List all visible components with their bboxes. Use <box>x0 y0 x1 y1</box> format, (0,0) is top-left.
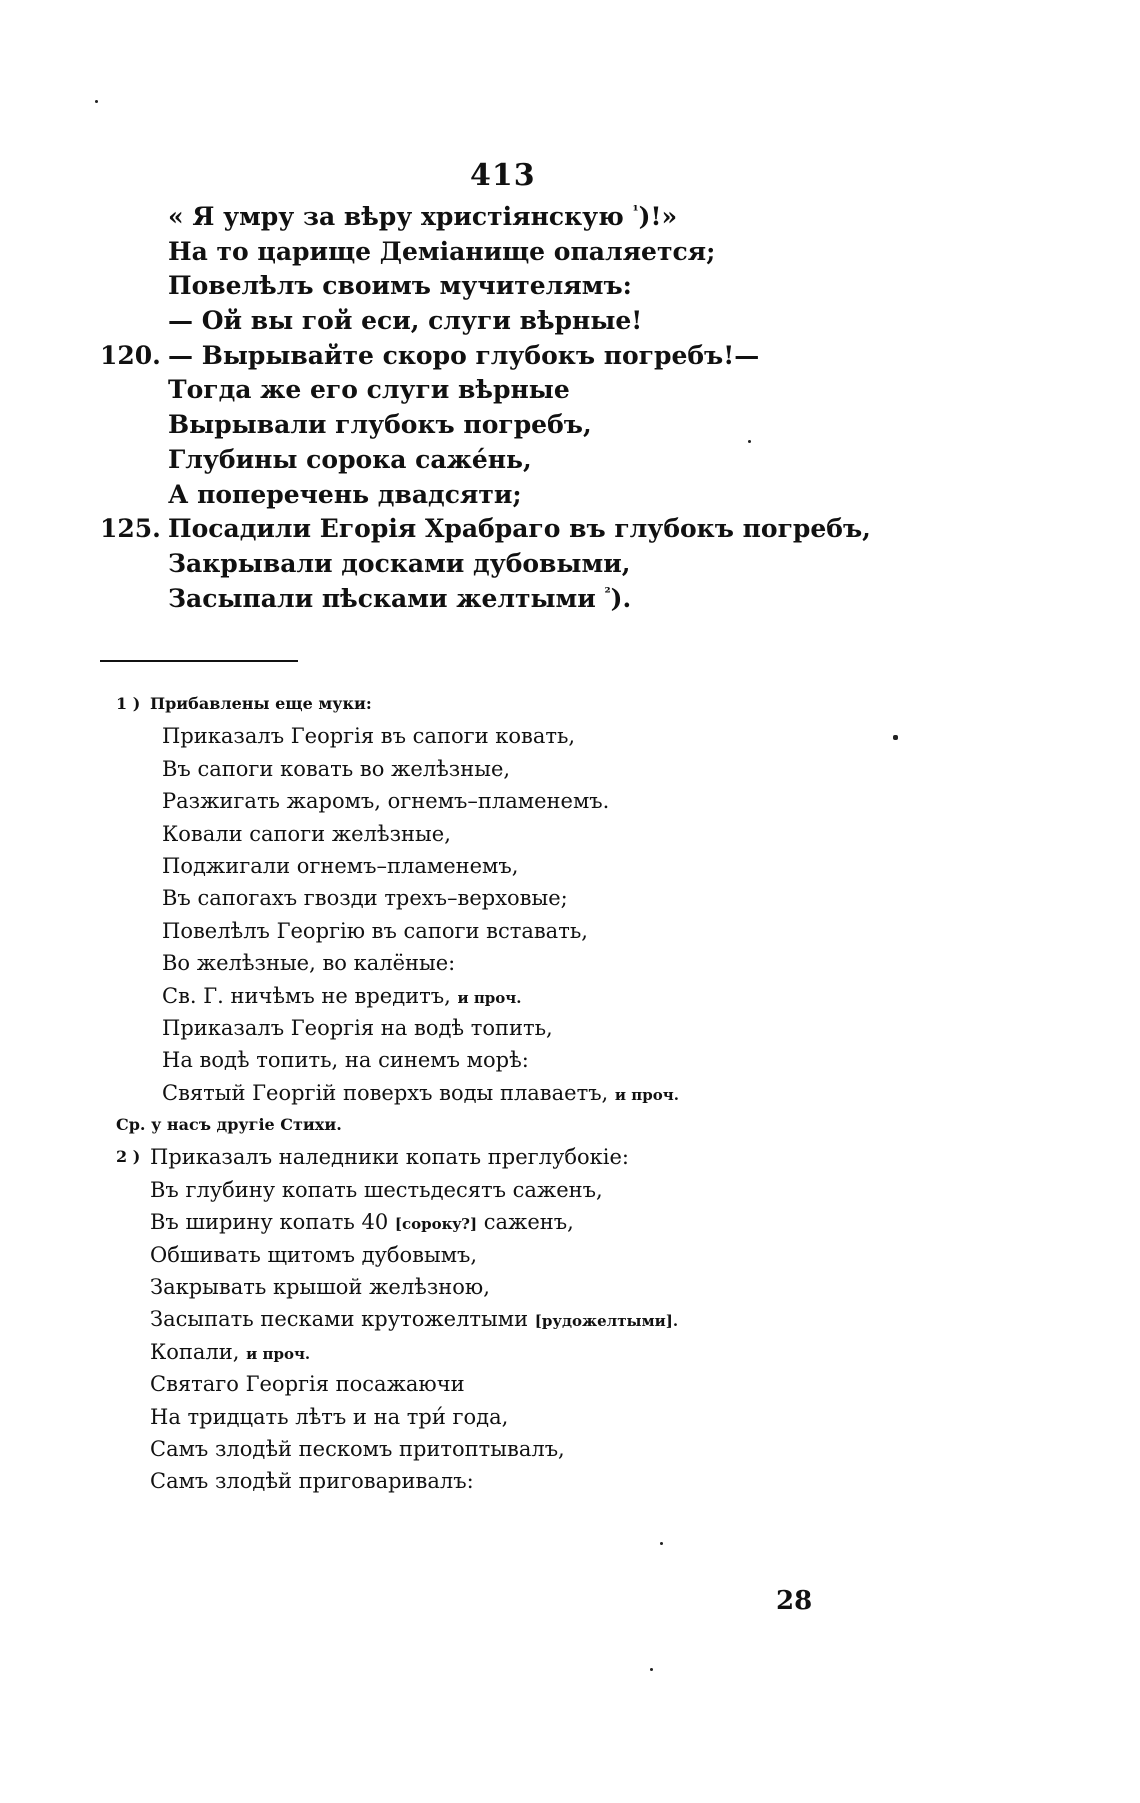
footnote-text: На водѣ топить, на синемъ морѣ: <box>162 1048 529 1073</box>
footnote-text: Святый Георгій поверхъ воды плаваетъ, <box>162 1080 609 1105</box>
verse-text-wrap <box>168 200 677 235</box>
footnote-aside: и проч. <box>457 988 522 1007</box>
footnote-text: Самъ злодѣй пескомъ притоптывалъ, <box>150 1436 565 1461</box>
verse-line <box>100 339 860 374</box>
verse-text-wrap <box>168 235 715 270</box>
footnote-marker: 2 ) <box>116 1147 141 1167</box>
print-speck <box>650 1668 653 1671</box>
verse-text-wrap <box>168 443 532 478</box>
footnote-bracket: [сорокy?] <box>394 1215 478 1234</box>
footnote-text: Во желѣзные, во калёные: <box>162 951 456 976</box>
footnote-text: Святаго Георгія посажаючи <box>150 1372 465 1397</box>
footnote-text: Разжигать жаромъ, огнемъ–пламенемъ. <box>162 789 610 814</box>
footnote-line <box>110 1303 810 1335</box>
footnote-line <box>110 1077 810 1109</box>
verse-text-wrap <box>168 408 592 443</box>
footnote-line <box>110 1368 810 1400</box>
footnote-1-intro <box>110 688 810 720</box>
footnote-2-first <box>110 1141 810 1173</box>
footnote-text: Самъ злодѣй приговаривалъ: <box>150 1469 474 1494</box>
verse-block <box>100 200 871 616</box>
verse-text-wrap <box>168 547 630 582</box>
verse-text-wrap <box>168 269 632 304</box>
line-number: 120. <box>100 340 161 370</box>
footnote-text: Поджигали огнемъ–пламенемъ, <box>162 853 519 878</box>
footnote-line <box>110 915 810 947</box>
footnote-text: Обшивать щитомъ дубовымъ, <box>150 1242 478 1267</box>
footnote-aside: и проч. <box>614 1085 679 1104</box>
footnote-line <box>110 1401 810 1433</box>
verse-text: Тогда же его слуги вѣрные <box>168 375 570 405</box>
page-number: 413 <box>470 158 536 193</box>
footnote-text: Въ глубину копать шестьдесятъ саженъ, <box>150 1177 603 1202</box>
footnote-line <box>110 882 810 914</box>
footnote-rule <box>100 660 298 662</box>
footnote-line <box>110 1206 810 1238</box>
footnote-text: Приказалъ Георгія на водѣ топить, <box>162 1015 553 1040</box>
signature-mark: 28 <box>776 1586 813 1616</box>
footnote-text: Закрывать крышой желѣзною, <box>150 1275 490 1300</box>
footnote-line <box>110 1433 810 1465</box>
verse-line <box>100 200 860 235</box>
footnote-text: Засыпать песками крутожелтыми <box>150 1307 529 1332</box>
footnote-text: Въ сапоги ковать во желѣзные, <box>162 756 511 781</box>
print-speck <box>748 440 751 443</box>
verse-line <box>100 582 860 617</box>
footnote-text: Копали, <box>150 1339 240 1364</box>
footnote-line <box>110 1044 810 1076</box>
verse-line <box>100 269 860 304</box>
footnote-text: На тридцать лѣтъ и на три́ года, <box>150 1404 509 1429</box>
footnote-text: Прибавлены еще муки: <box>150 694 372 713</box>
footnote-reference-mark: ¹ <box>632 203 639 220</box>
verse-text: — Ой вы гой еси, слуги вѣрные! <box>168 306 643 336</box>
verse-line <box>100 235 860 270</box>
footnote-marker: 1 ) <box>116 694 141 713</box>
footnote-1-lines-b <box>110 1012 810 1077</box>
print-speck <box>893 735 898 740</box>
footnote-line <box>110 980 810 1012</box>
verse-text: « Я умру за вѣру христіянскую <box>168 202 624 231</box>
footnote-line <box>110 1271 810 1303</box>
verse-line <box>100 373 860 408</box>
footnote-line <box>110 1239 810 1271</box>
footnote-line <box>110 720 810 752</box>
footnote-text: Ковали сапоги желѣзные, <box>162 821 451 846</box>
verse-line <box>100 304 860 339</box>
footnote-line <box>110 1012 810 1044</box>
footnote-line <box>110 1336 810 1368</box>
verse-text: А поперечень двадсяти; <box>168 479 522 509</box>
verse-text-wrap <box>168 478 522 513</box>
footnote-aside: и проч. <box>246 1344 311 1363</box>
footnote-line <box>110 818 810 850</box>
verse-line <box>100 478 860 513</box>
line-number: 125. <box>100 514 161 544</box>
verse-text: Засыпали пѣсками желтыми <box>168 583 596 613</box>
verse-line <box>100 512 871 547</box>
verse-tail: ). <box>610 583 632 613</box>
verse-text: На то царище Деміанище опаляется; <box>168 236 716 266</box>
verse-text: Посадили Егорія Храбраго въ глубокъ погребъ, <box>168 514 871 544</box>
footnote-reference <box>110 1109 810 1141</box>
verse-text-wrap <box>168 582 631 617</box>
footnote-line <box>110 1465 810 1497</box>
footnote-text: Приказалъ наледники копать преглубокіе: <box>150 1145 629 1170</box>
footnote-reference-mark: ² <box>604 585 611 602</box>
verse-tail: )!» <box>638 202 678 231</box>
footnote-line <box>110 1174 810 1206</box>
footnote-text: Св. Г. ничѣмъ не вредитъ, <box>162 983 451 1008</box>
footnote-text: саженъ, <box>483 1210 574 1235</box>
verse-line <box>100 443 860 478</box>
footnote-2-lines-tail <box>110 1368 810 1498</box>
footnote-text: Повелѣлъ Георгію въ сапоги вставать, <box>162 918 588 943</box>
verse-text: Повелѣлъ своимъ мучителямъ: <box>168 271 632 301</box>
footnote-line <box>110 785 810 817</box>
footnote-text: Въ сапогахъ гвозди трехъ–верховые; <box>162 886 568 911</box>
verse-text: Вырывали глубокъ погребъ, <box>168 410 592 440</box>
footnote-line <box>110 947 810 979</box>
footnote-line <box>110 753 810 785</box>
verse-text: Глубины сорока сажéнь, <box>168 444 532 474</box>
footnote-text: Приказалъ Георгія въ сапоги ковать, <box>162 724 576 749</box>
footnote-text: Ср. у насъ другіе Стихи. <box>116 1115 342 1135</box>
verse-text-wrap <box>168 339 759 374</box>
verse-text-wrap <box>168 373 570 408</box>
footnote-text: Въ ширину копать 40 <box>150 1210 389 1235</box>
footnotes <box>110 688 810 1498</box>
verse-text-wrap <box>168 512 871 547</box>
verse-line <box>100 408 860 443</box>
footnote-line <box>110 850 810 882</box>
verse-line <box>100 547 860 582</box>
verse-text: Закрывали досками дубовыми, <box>168 548 631 578</box>
verse-text: — Вырывайте скоро глубокъ погребъ!— <box>168 340 760 370</box>
footnote-1-lines <box>110 720 810 979</box>
print-speck <box>95 100 98 103</box>
print-speck <box>660 1542 663 1545</box>
footnote-bracket: [рудожелтыми]. <box>534 1312 679 1331</box>
verse-text-wrap <box>168 304 642 339</box>
